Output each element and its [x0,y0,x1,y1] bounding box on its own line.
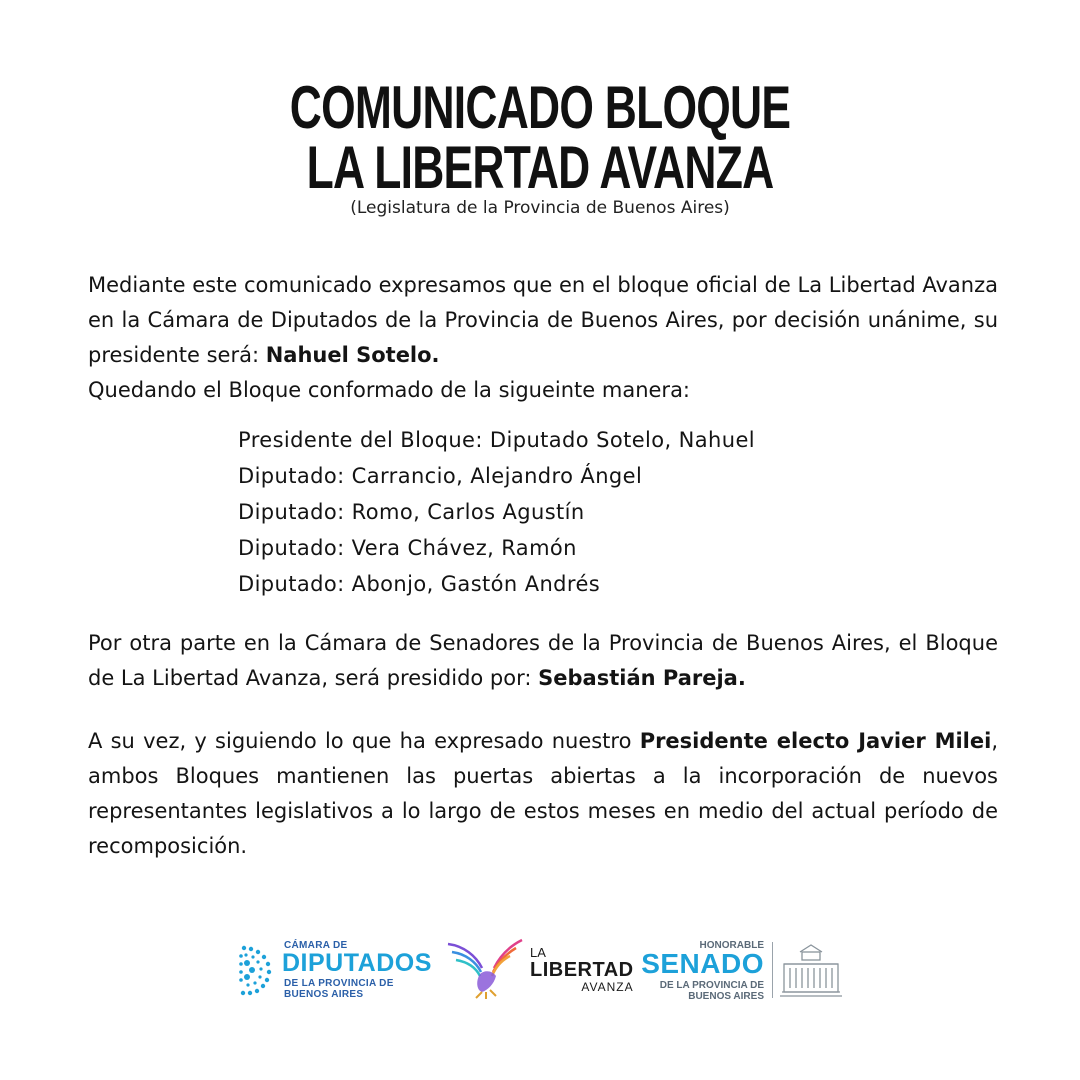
list-item: Diputado: Carrancio, Alejandro Ángel [238,464,643,488]
senado-divider [772,942,773,998]
list-item: Presidente del Bloque: Diputado Sotelo, Nahuel [238,428,756,452]
senate-president-name: Sebastián Pareja. [538,666,746,690]
title-line-1: COMUNICADO BLOQUE [289,74,791,141]
senado-small-line2: BUENOS AIRES [688,991,764,1002]
diputados-title: DIPUTADOS [282,949,432,977]
president-elect: Presidente electo Javier Milei [639,729,992,753]
members-list [238,422,998,602]
lla-libertad: LIBERTAD [530,959,634,981]
list-item: Diputado: Abonjo, Gastón Andrés [238,572,601,596]
lla-avanza: AVANZA [581,980,634,994]
president-name: Nahuel Sotelo. [265,343,440,367]
paragraph-intro-text [88,268,998,373]
list-item: Diputado: Vera Chávez, Ramón [238,536,577,560]
closing-text-after: , ambos Bloques mantienen las puertas abiertas a la incorporación de nuevos representantes legislativos a lo largo de estos meses en medio del actual período de recomposición. [88,729,998,858]
paragraph-intro [88,268,998,408]
closing-text-before: A su vez, y siguiendo lo que ha expresado nuestro [88,729,640,753]
intro-text: Mediante este comunicado expresamos que en el bloque oficial de La Libertad Avanza en la Cámara de Diputados de la Provincia de Buenos Aires, por decisión unánime, su presidente será: [88,273,998,367]
senate-text: Por otra parte en la Cámara de Senadores de la Provincia de Buenos Aires, el Bloque de La Libertad Avanza, será presidido por: [88,631,998,690]
diputados-small-line2: BUENOS AIRES [284,989,364,1000]
diputados-small-top: CÁMARA DE [284,940,348,951]
list-item: Diputado: Romo, Carlos Agustín [238,500,585,524]
paragraph-closing [88,724,998,864]
libertad-avanza-wordmark [530,946,634,993]
paragraph-intro-line2: Quedando el Bloque conformado de la sigueinte manera: [88,378,691,402]
page-subtitle: (Legislatura de la Provincia de Buenos Aires) [350,198,730,218]
eagle-icon [446,936,526,1000]
diputados-small-line1: DE LA PROVINCIA DE [284,978,394,989]
lla-la: LA [530,945,546,960]
diputados-emblem-icon [238,944,272,996]
senado-logo [641,938,848,1002]
senado-title: SENADO [641,948,764,979]
senado-small-top: HONORABLE [699,940,764,951]
libertad-avanza-logo [446,936,636,1002]
paragraph-senate [88,626,998,696]
footer-logos [0,936,1080,1006]
senate-building-icon [780,942,842,998]
page-title [0,74,1080,201]
diputados-logo [238,940,432,1000]
senado-small-line1: DE LA PROVINCIA DE [659,980,764,991]
title-line-2: LA LIBERTAD AVANZA [306,134,774,201]
